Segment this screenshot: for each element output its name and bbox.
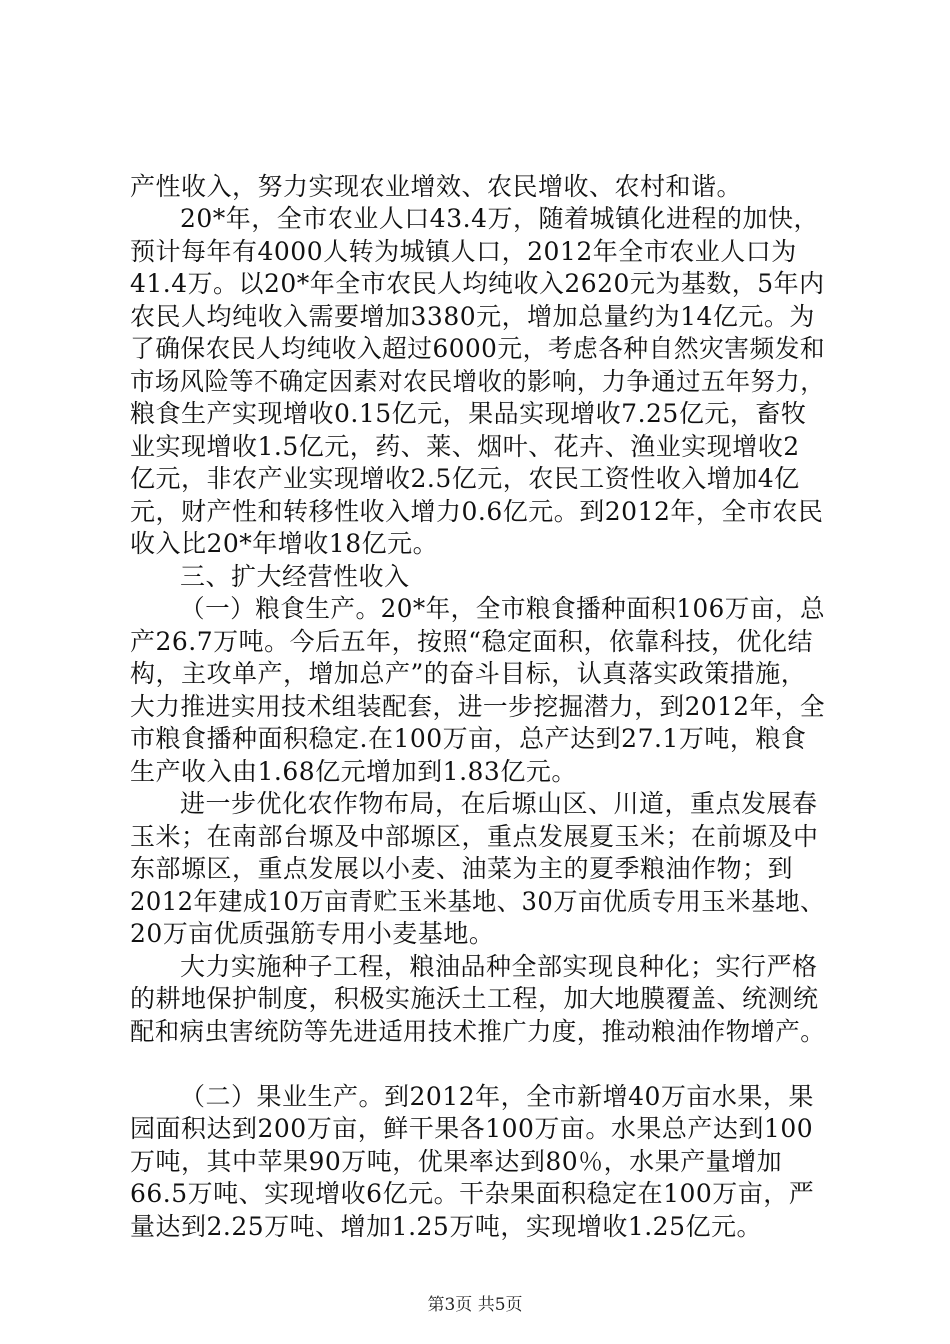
text-line: 农民人均纯收入需要增加3380元，增加总量约为14亿元。为 — [130, 302, 815, 331]
text-line: 大力实施种子工程，粮油品种全部实现良种化；实行严格 — [180, 952, 818, 981]
text-line: 粮食生产实现增收0.15亿元，果品实现增收7.25亿元，畜牧 — [130, 399, 807, 428]
text-line: 2012年建成10万亩青贮玉米基地、30万亩优质专用玉米基地、 — [130, 887, 825, 916]
text-line: 了确保农民人均纯收入超过6000元，考虑各种自然灾害频发和 — [130, 334, 826, 363]
text-line: 大力推进实用技术组装配套，进一步挖掘潜力，到2012年，全 — [130, 692, 826, 721]
text-line: （二）果业生产。到2012年，全市新增40万亩水果，果 — [180, 1082, 814, 1111]
text-line: 生产收入由1.68亿元增加到1.83亿元。 — [130, 757, 577, 786]
text-line: 市粮食播种面积稳定.在100万亩，总产达到27.1万吨，粮食 — [130, 724, 807, 753]
text-line: 20万亩优质强筋专用小麦基地。 — [130, 919, 495, 948]
text-line: 万吨，其中苹果90万吨，优果率达到80％，水果产量增加 — [130, 1147, 783, 1176]
text-line: 园面积达到200万亩，鲜干果各100万亩。水果总产达到100 — [130, 1114, 814, 1143]
text-line: 收入比20*年增收18亿元。 — [130, 529, 439, 558]
text-line: 玉米；在南部台塬及中部塬区，重点发展夏玉米；在前塬及中 — [130, 822, 819, 851]
text-line: 进一步优化农作物布局，在后塬山区、川道，重点发展春 — [180, 789, 818, 818]
text-line: 20*年，全市农业人口43.4万，随着城镇化进程的加快， — [180, 204, 819, 233]
text-line: 41.4万。以20*年全市农民人均纯收入2620元为基数，5年内 — [130, 269, 825, 298]
text-line: 业实现增收1.5亿元，药、莱、烟叶、花卉、渔业实现增收2 — [130, 432, 800, 461]
text-line: 元，财产性和转移性收入增力0.6亿元。到2012年，全市农民 — [130, 497, 824, 526]
text-line: 亿元，非农产业实现增收2.5亿元，农民工资性收入增加4亿 — [130, 464, 800, 493]
text-line: 市场风险等不确定因素对农民增收的影响，力争通过五年努力， — [130, 367, 826, 396]
text-line: 预计每年有4000人转为城镇人口，2012年全市农业人口为 — [130, 237, 797, 266]
text-line: 产性收入，努力实现农业增效、农民增收、农村和谐。 — [130, 172, 743, 201]
page-footer: 第3页 共5页 — [427, 1295, 523, 1315]
text-line: 66.5万吨、实现增收6亿元。干杂果面积稳定在100万亩，严 — [130, 1179, 815, 1208]
text-line: （一）粮食生产。20*年，全市粮食播种面积106万亩，总 — [180, 594, 826, 623]
text-line: 的耕地保护制度，积极实施沃土工程，加大地膜覆盖、统测统 — [130, 984, 819, 1013]
section-heading: 三、扩大经营性收入 — [180, 562, 410, 591]
text-line: 产26.7万吨。今后五年，按照“稳定面积，依靠科技，优化结 — [130, 627, 813, 656]
text-line: 构，主攻单产，增加总产”的奋斗目标，认真落实政策措施， — [130, 659, 807, 688]
text-line: 量达到2.25万吨、增加1.25万吨，实现增收1.25亿元。 — [130, 1212, 762, 1241]
text-line: 东部塬区，重点发展以小麦、油菜为主的夏季粮油作物；到 — [130, 854, 794, 883]
text-line: 配和病虫害统防等先进适用技术推广力度，推动粮油作物增产。 — [130, 1017, 826, 1046]
